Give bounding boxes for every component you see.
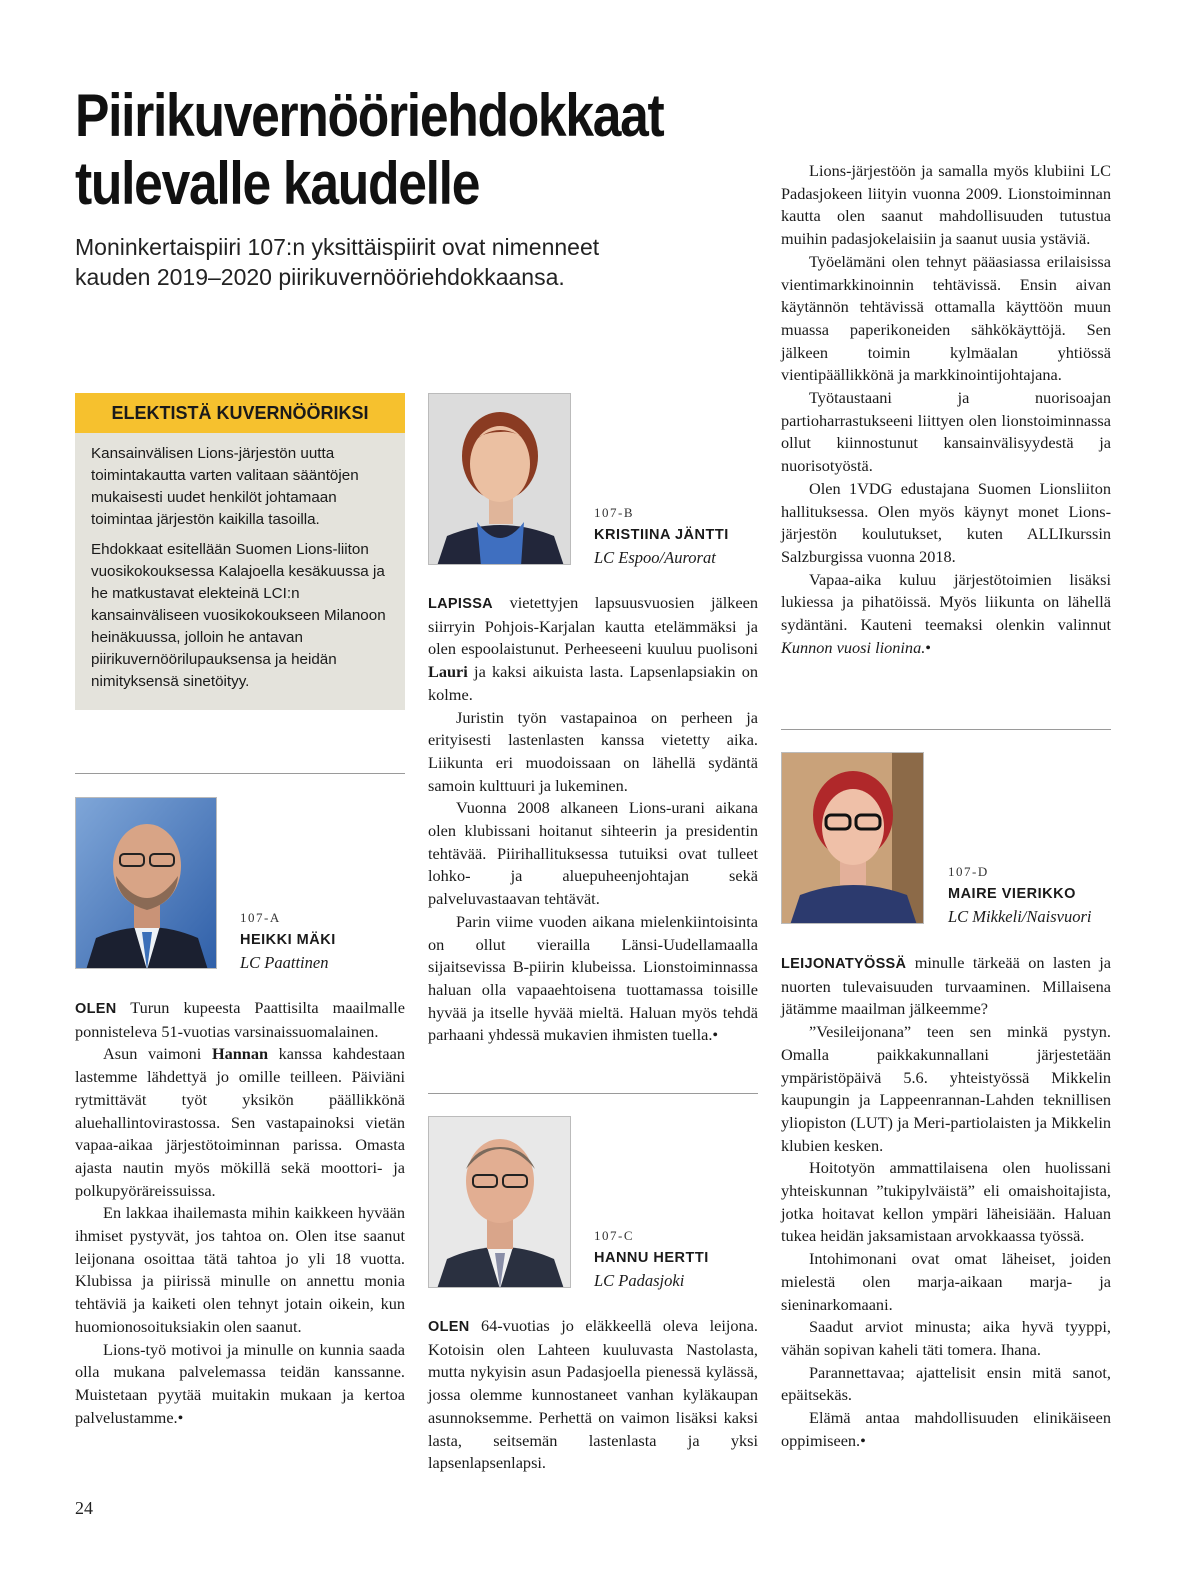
body-text: Olen 1VDG edustajana Suomen Lionsliiton hallituksessa. Olen myös käynyt monet Lions-järjestön koulutukset, kuten ALLIkurssin Salzburgissa vuonna 2018. bbox=[781, 478, 1111, 566]
club-name: LC Padasjoki bbox=[594, 1271, 685, 1290]
candidate-name: HANNU HERTTI bbox=[594, 1250, 709, 1266]
candidate-text-a bbox=[75, 997, 405, 1429]
end-mark: • bbox=[925, 637, 931, 657]
subtitle-line-1: Moninkertaispiiri 107:n yksittäispiirit ovat nimenneet bbox=[75, 234, 600, 260]
club-name: LC Paattinen bbox=[240, 953, 329, 972]
candidate-text-b bbox=[428, 592, 758, 1047]
lead-word: OLEN bbox=[75, 1001, 117, 1017]
bold-name: Lauri bbox=[428, 662, 468, 682]
body-text: Asun vaimoni bbox=[103, 1044, 212, 1064]
bold-name: Hannan bbox=[211, 1044, 269, 1064]
club-name: LC Espoo/Aurorat bbox=[594, 548, 716, 567]
page-number: 24 bbox=[75, 1498, 93, 1518]
body-text: Saadut arviot minusta; aika hyvä tyyppi, vähän sopivan kaheli täti tomera. Ihana. bbox=[781, 1317, 1111, 1359]
candidate-photo-heikki bbox=[75, 797, 217, 969]
sidebox-paragraph: Ehdokkaat esitellään Suomen Lions-liiton vuosikokouksessa Kalajoella kesäkuussa ja he matkustavat elekteinä LCI:n kansainväliseen vuosikokoukseen Milanoon heinäkuussa, jolloin he antavan piirikuvernöörilupauksensa ja heidän nimityksensä sinetöityy. bbox=[91, 541, 386, 690]
district-label: 107-B bbox=[594, 505, 634, 520]
divider bbox=[428, 1093, 758, 1094]
candidate-text-c-part1 bbox=[428, 1315, 758, 1475]
page-title bbox=[75, 82, 664, 218]
body-text: Lions-työ motivoi ja minulle on kunnia saada olla mukana palvelemassa teidän kanssanne. Muistetaan pyytää muitakin mukaan ja kertoa palvelustamme.• bbox=[75, 1339, 405, 1427]
sidebox-heading: ELEKTISTÄ KUVERNÖÖRIKSI bbox=[75, 393, 405, 433]
body-text: Parin viime vuoden aikana mielenkiintoisinta on ollut vierailla Länsi-Uudellamaalla sijaitsevissa B-piirin klubeissa. Lionstoiminnassa haluan olla vapaaehtoisena tuottamassa toisille hyvää ja itselle hyvää mieltä. Haluan myös tehdä parhaani yhdessä mukavien ihmisten tuella.• bbox=[428, 911, 758, 1045]
body-text: Turun kupeesta Paattisilta maailmalle ponnisteleva 51-vuotias varsinaissuomalainen. bbox=[75, 998, 405, 1041]
body-text: Vapaa-aika kuluu järjestötoimien lisäksi lukiessa ja pihatöissä. Myös liikunta on lähellä sydäntäni. Kauteni teemaksi olenkin valinnut bbox=[781, 569, 1111, 635]
body-text: Työtaustaani ja nuorisoajan partioharrastukseeni liittyen olen lionstoiminnassa ollut kiinnostunut kansainvälisyydestä ja nuorisotyöstä. bbox=[781, 388, 1111, 476]
district-label: 107-D bbox=[948, 864, 989, 879]
body-text: Intohimonani ovat omat läheiset, joiden mielestä olen marja-aikaan marja- ja sieninarkomaani. bbox=[781, 1249, 1111, 1314]
body-text: Vuonna 2008 alkaneen Lions-urani aikana olen klubissani hoitanut sihteerin ja presidentin tehtävää. Piirihallituksessa tutuiksi ovat tulleet lohko- ja aluepuheenjohtajan sekä palveluvastaavan tehtävät. bbox=[428, 798, 758, 909]
body-text: ”Vesileijonana” teen sen minkä pystyn. Omalla paikkakunnallani järjestetään ympäristöpäivä 5.6. yhteistyössä Mikkelin kaupungin ja Lappeenrannan-Lahden teknillisen yliopiston (LUT) ja Meri-partiolaisten ja Mikkelin klubien kesken. bbox=[781, 1022, 1111, 1155]
district-label: 107-A bbox=[240, 910, 281, 925]
title-line-1: Piirikuvernööriehdokkaat bbox=[75, 82, 664, 149]
body-text: Elämä antaa mahdollisuuden elinikäiseen oppimiseen.• bbox=[781, 1408, 1111, 1450]
sidebox-paragraph: Kansainvälisen Lions-järjestön uutta toimintakautta varten valitaan sääntöjen mukaisesti uudet henkilöt johtamaan toimintaa järjestön kaikilla tasoilla. bbox=[91, 445, 359, 528]
candidate-text-d bbox=[781, 952, 1111, 1452]
title-line-2: tulevalle kaudelle bbox=[75, 150, 480, 217]
club-name: LC Mikkeli/Naisvuori bbox=[948, 907, 1092, 926]
body-text: minulle tärkeää on lasten ja nuorten tulevaisuuden turvaaminen. Millaisena jätämme maailman jälkeemme? bbox=[781, 953, 1111, 1019]
body-text: Hoitotyön ammattilaisena olen huolissani yhteiskunnan ”tukipylväistä” eli omaishoitajista, jotka hoitavat kellon ympäri läheisiään. Haluan tukea heidän jaksamistaan arvokkaassa työssä. bbox=[781, 1158, 1111, 1246]
candidate-photo-hannu bbox=[428, 1116, 571, 1288]
candidate-name: MAIRE VIERIKKO bbox=[948, 886, 1076, 902]
divider bbox=[781, 729, 1111, 730]
lead-word: OLEN bbox=[428, 1319, 470, 1335]
lead-word: LEIJONATYÖSSÄ bbox=[781, 956, 907, 972]
body-text: 64-vuotias jo eläkkeellä oleva leijona. Kotoisin olen Lahteen kuuluvasta Nastolasta, mutta nykyisin asun Padasjoella pienessä kylässä, jossa olemme kunnostaneet vanhan kyläkaupan asunnoksemme. Perhettä on vaimon lisäksi kaksi lasta, seitsemän lastenlasta ja yksi lapsenlapsenlapsi. bbox=[428, 1316, 758, 1473]
body-text: Työelämäni olen tehnyt pääasiassa erilaisissa vientimarkkinoinnin tehtävissä. Ensin aivan käytännön tehtävissä ottamalla käyttöön muun muassa paperikoneiden sähkökäyttöjä. Sen jälkeen toimin kylmäalan yhtiössä vientipäällikkönä ja markkinointijohtajana. bbox=[781, 251, 1111, 385]
candidate-photo-maire bbox=[781, 752, 924, 924]
candidate-text-c-part2 bbox=[781, 160, 1111, 659]
lead-word: LAPISSA bbox=[428, 596, 493, 612]
sidebox-body bbox=[75, 433, 405, 710]
body-text: vietettyjen lapsuusvuosien jälkeen siirryin Pohjois-Karjalan kautta etelämmäksi ja olen espoolaistunut. Perheeseeni kuuluu puolisoni bbox=[428, 593, 758, 659]
candidate-photo-kristiina bbox=[428, 393, 571, 565]
body-text: ja kaksi aikuista lasta. Lapsenlapsiakin on kolme. bbox=[428, 662, 758, 704]
candidate-name: KRISTIINA JÄNTTI bbox=[594, 527, 729, 543]
body-text: Lions-järjestöön ja samalla myös klubiini LC Padasjokeen liityin vuonna 2009. Lionstoiminnan kautta olen saanut mahdollisuuden tutustua muihin padasjokelaisiin ja saanut uusia ystäviä. bbox=[781, 161, 1111, 249]
body-text: En lakkaa ihailemasta mihin kaikkeen hyvään ihmiset pystyvät, jos tahtoa on. Olen itse saanut leijonana osoittaa tätä tahtoa jo yli 18 vuotta. Klubissa ja piirissä minulle on annettu monia tehtäviä ja kaiketi olen tehnyt jotain oikein, kun huomionosoituksiakin olen saanut. bbox=[75, 1203, 405, 1336]
theme-text: Kunnon vuosi lionina. bbox=[781, 637, 926, 657]
subtitle-line-2: kauden 2019–2020 piirikuvernööriehdokkaansa. bbox=[75, 264, 565, 290]
candidate-name: HEIKKI MÄKI bbox=[240, 932, 336, 948]
page-subtitle bbox=[75, 232, 635, 292]
divider bbox=[75, 773, 405, 774]
body-text: kanssa kahdestaan lastemme lähdettyä jo omille teilleen. Päiviäni rytmittävät työt yksikön päällikkönä aluehallintovirastossa. Sen vastapainoksi vietän vapaa-aikaa järjestötoiminnan parissa. Omasta ajasta nautin myös mökillä sekä moottori- ja polkupyöräreissuissa. bbox=[75, 1044, 405, 1200]
district-label: 107-C bbox=[594, 1228, 634, 1243]
body-text: Parannettavaa; ajattelisit ensin mitä sanot, epäitsekäs. bbox=[781, 1362, 1111, 1405]
body-text: Juristin työn vastapainoa on perheen ja erityisesti lastenlasten kanssa vietetty aika. Liikunta eri muodoissaan on lähellä sydäntä samoin kulttuuri ja lukeminen. bbox=[428, 707, 758, 795]
